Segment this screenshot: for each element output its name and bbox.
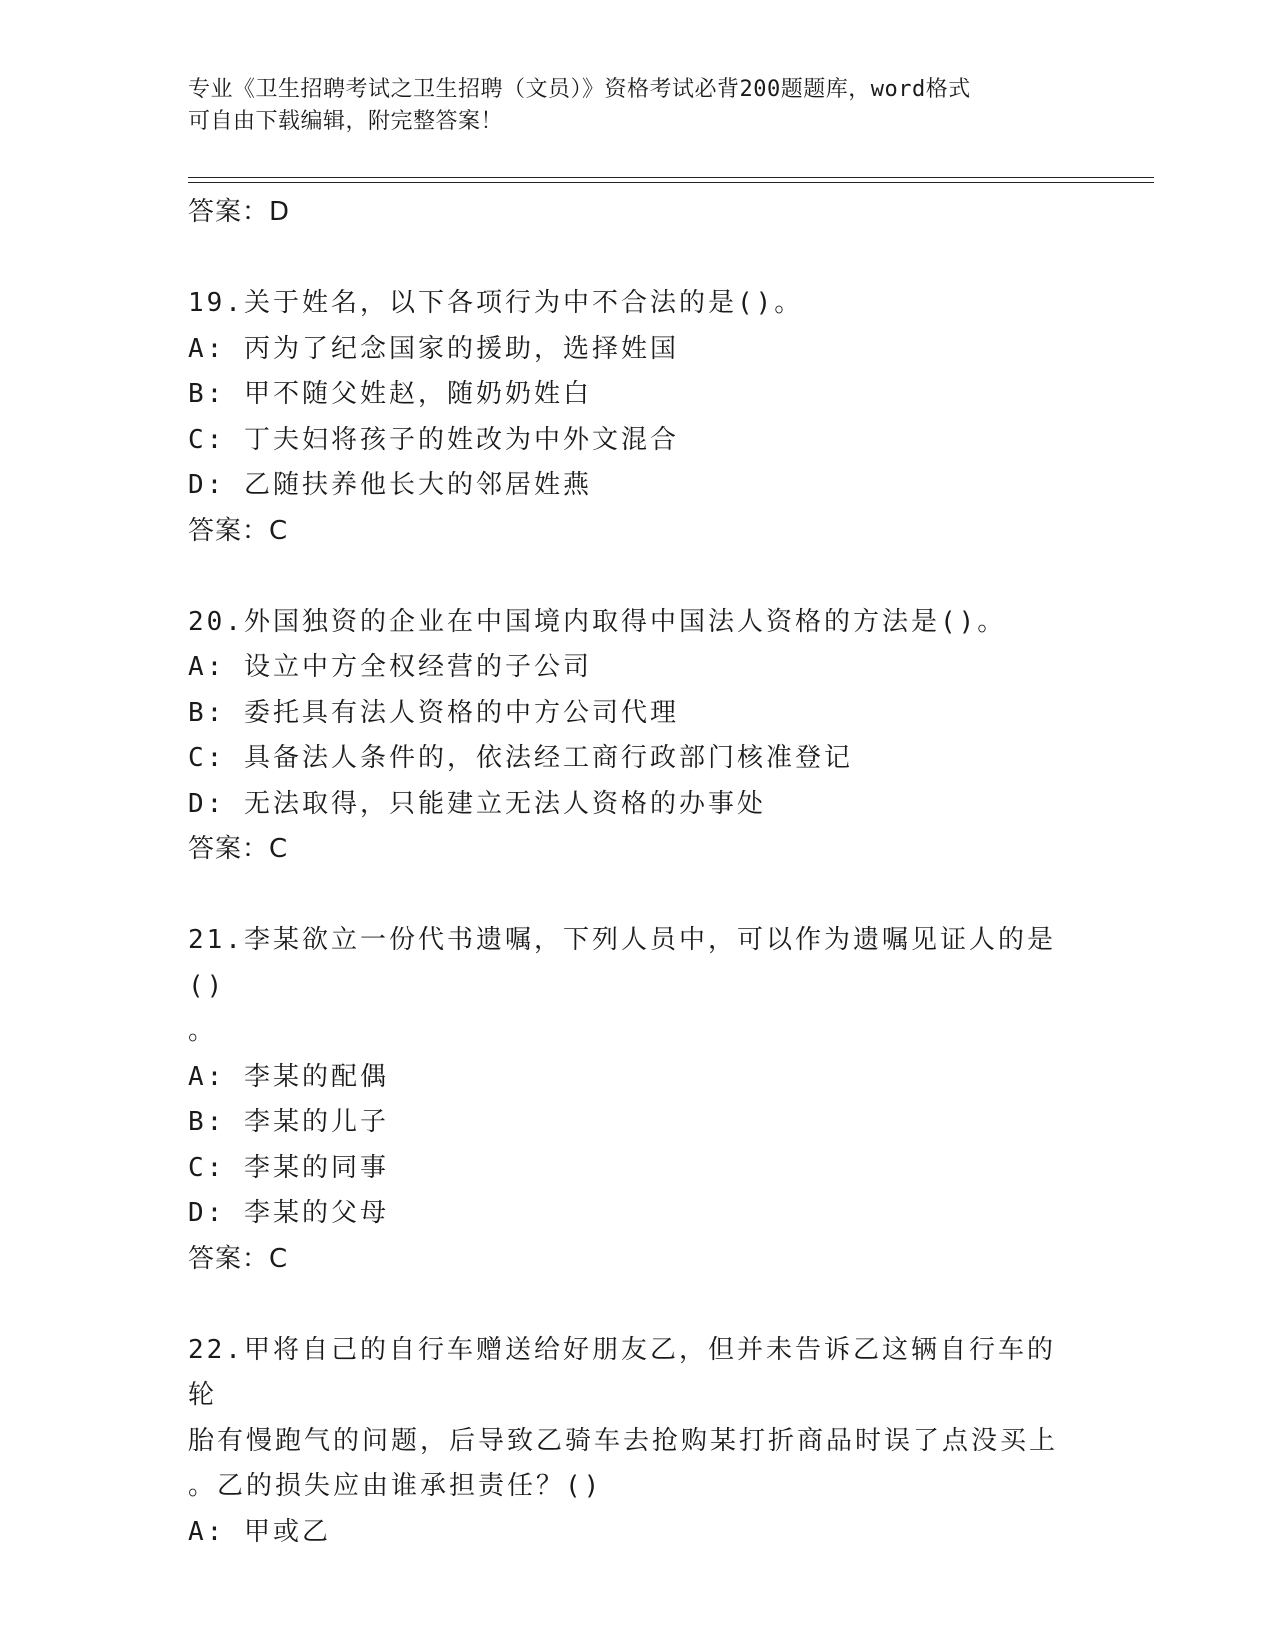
header-line-2: 可自由下载编辑，附完整答案！ <box>188 109 504 134</box>
question-19-answer: 答案：C <box>188 515 289 546</box>
question-19-option-d: D: 乙随扶养他长大的邻居姓燕 <box>188 470 592 500</box>
question-19-option-b: B: 甲不随父姓赵，随奶奶姓白 <box>188 379 592 409</box>
question-20-stem: 20.外国独资的企业在中国境内取得中国法人资格的方法是()。 <box>188 606 1007 637</box>
question-20-option-b: B: 委托具有法人资格的中方公司代理 <box>188 697 679 728</box>
question-content <box>188 190 1068 1555</box>
question-21-option-a: A: 李某的配偶 <box>188 1061 389 1092</box>
question-21-stem: 21.李某欲立一份代书遗嘱，下列人员中，可以作为遗嘱见证人的是() <box>188 925 1056 1001</box>
question-21-option-d: D: 李某的父母 <box>188 1198 389 1228</box>
answer-line: 答案：D <box>188 197 291 227</box>
question-19-option-a: A: 丙为了纪念国家的援助，选择姓国 <box>188 333 679 364</box>
document-header <box>188 74 1068 138</box>
question-20-option-d: D: 无法取得，只能建立无法人资格的办事处 <box>188 788 766 819</box>
question-19-stem: 19.关于姓名，以下各项行为中不合法的是()。 <box>188 288 804 318</box>
question-20-option-c: C: 具备法人条件的，依法经工商行政部门核准登记 <box>188 743 853 773</box>
header-divider-bottom <box>188 182 1154 183</box>
question-20-answer: 答案：C <box>188 834 289 864</box>
spacer <box>188 873 1068 919</box>
question-21-stem-continued: 。 <box>188 1016 218 1046</box>
question-21-answer: 答案：C <box>188 1243 289 1274</box>
question-21-option-b: B: 李某的儿子 <box>188 1107 389 1137</box>
header-line-1: 专业《卫生招聘考试之卫生招聘（文员）》资格考试必背200题题库，word格式 <box>188 77 971 102</box>
question-22-stem-line-3: 。乙的损失应由谁承担责任？() <box>188 1471 603 1501</box>
spacer <box>188 554 1068 600</box>
question-20-option-a: A: 设立中方全权经营的子公司 <box>188 652 592 682</box>
question-21-option-c: C: 李某的同事 <box>188 1152 389 1183</box>
spacer <box>188 236 1068 282</box>
question-19-option-c: C: 丁夫妇将孩子的姓改为中外文混合 <box>188 424 679 455</box>
question-22-stem-line-2: 胎有慢跑气的问题，后导致乙骑车去抢购某打折商品时误了点没买上 <box>188 1425 1059 1456</box>
question-22-option-a: A: 甲或乙 <box>188 1516 331 1547</box>
question-22-stem-line-1: 22.甲将自己的自行车赠送给好朋友乙，但并未告诉乙这辆自行车的轮 <box>188 1334 1056 1410</box>
spacer <box>188 1282 1068 1328</box>
header-divider-top <box>188 177 1154 178</box>
